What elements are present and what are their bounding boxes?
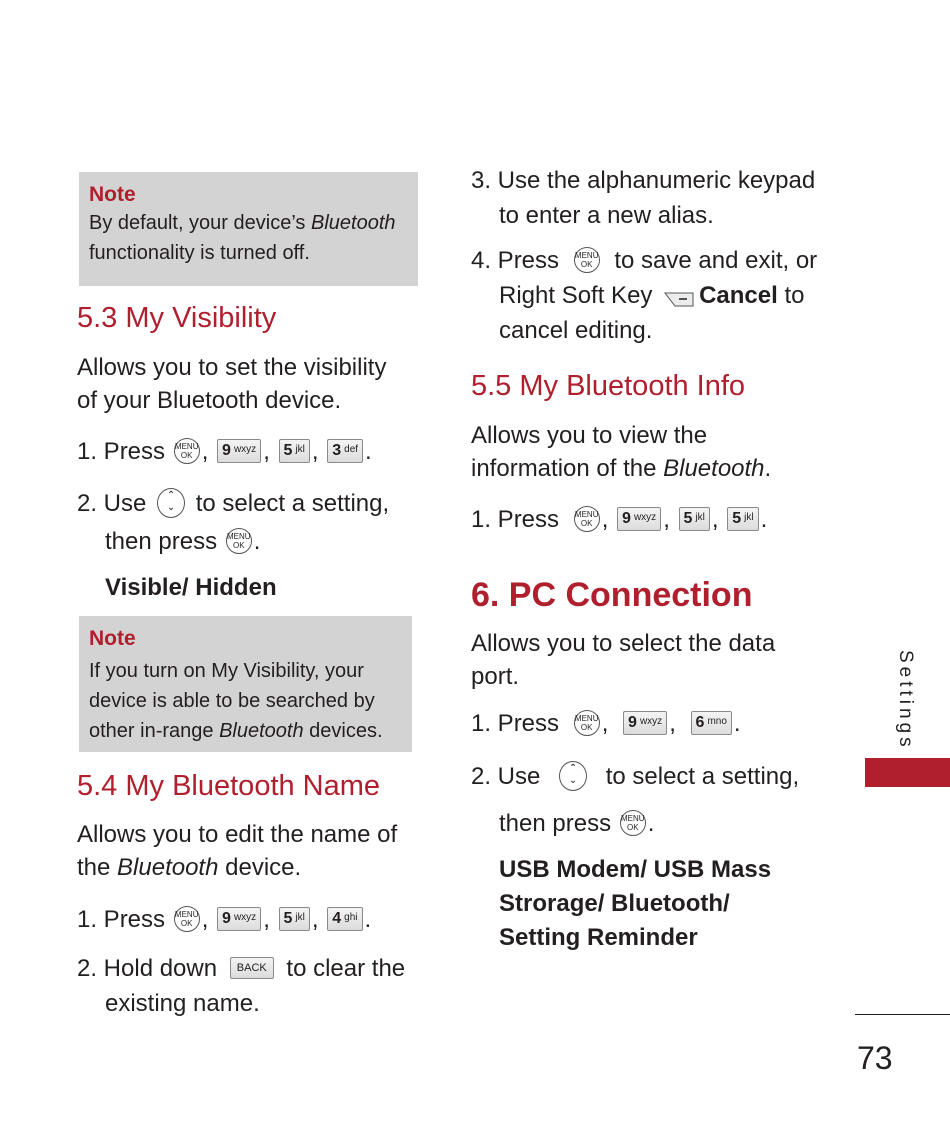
step-text: 2. Hold down bbox=[77, 955, 218, 982]
step-4-line-3: cancel editing. bbox=[499, 317, 653, 344]
desc-emphasis: Bluetooth bbox=[663, 455, 765, 482]
key-5-icon: 5 $^{jkl}$ bbox=[279, 907, 310, 931]
desc-text: . bbox=[764, 455, 772, 482]
note-body bbox=[89, 652, 402, 746]
step-text: 1. Press bbox=[77, 906, 166, 933]
back-key-icon: BACK bbox=[230, 957, 274, 979]
desc-text: device. bbox=[218, 854, 302, 881]
key-3-icon: 3 $^{def}$ bbox=[327, 439, 363, 463]
section-description bbox=[77, 818, 407, 884]
step-3-line-2: to enter a new alias. bbox=[499, 202, 714, 229]
key-6-icon: 6 $^{mno}$ bbox=[691, 711, 732, 735]
section-description bbox=[471, 419, 801, 485]
menu-ok-key-icon: MENU OK bbox=[226, 528, 252, 554]
right-soft-key-icon bbox=[663, 285, 695, 305]
note-title: Note bbox=[89, 627, 136, 650]
option-line: USB Modem/ USB Mass bbox=[499, 856, 772, 883]
note-emphasis: Bluetooth bbox=[219, 720, 304, 742]
desc-text: Allows you to edit the name of the bbox=[77, 821, 398, 881]
options-list: Visible/ Hidden bbox=[105, 574, 277, 601]
step-1: 1. Press MENU OK , 9 $^{wxyz}$ , 5 $^{jkl}$ , 3 $^{def}$ . bbox=[77, 438, 372, 465]
step-text: to select a setting, bbox=[605, 763, 800, 790]
cancel-label: Cancel bbox=[699, 282, 778, 309]
options-list bbox=[499, 853, 771, 955]
step-text: Right Soft Key bbox=[499, 282, 653, 309]
nav-key-icon: ⌃ ⌄ bbox=[157, 488, 185, 518]
nav-key-icon: ⌃ ⌄ bbox=[559, 761, 587, 791]
step-1: 1. Press MENU OK , 9 $^{wxyz}$ , 5 $^{jkl}$ , 4 $^{ghi}$ . bbox=[77, 906, 372, 933]
key-5-icon: 5 $^{jkl}$ bbox=[679, 507, 710, 531]
section-heading-my-visibility: 5.3 My Visibility bbox=[77, 302, 277, 334]
key-9-icon: 9 $^{wxyz}$ bbox=[217, 439, 261, 463]
key-9-icon: 9 $^{wxyz}$ bbox=[617, 507, 661, 531]
note-text: devices. bbox=[303, 720, 383, 742]
step-2-line-2: then press MENU OK . bbox=[105, 528, 261, 555]
step-2-line-2: existing name. bbox=[105, 990, 260, 1017]
step-text: to clear the bbox=[286, 955, 406, 982]
sidebar-section-label: Settings bbox=[895, 650, 916, 751]
step-text: to select a setting, bbox=[195, 490, 390, 517]
menu-ok-key-icon: MENU OK bbox=[574, 710, 600, 736]
step-4-line-2 bbox=[499, 279, 804, 313]
section-description: Allows you to set the visibility of your Bluetooth device. bbox=[77, 354, 387, 414]
menu-ok-key-icon: MENU OK bbox=[574, 247, 600, 273]
menu-ok-key-icon: MENU OK bbox=[620, 810, 646, 836]
note-text: If you turn on My Visibility, your device is able to be searched by other in-range bbox=[89, 660, 375, 742]
note-emphasis: Bluetooth bbox=[310, 212, 396, 234]
step-text: then press bbox=[499, 810, 612, 837]
note-box-visibility bbox=[79, 616, 412, 752]
key-9-icon: 9 $^{wxyz}$ bbox=[623, 711, 667, 735]
step-text: 2. Use bbox=[471, 763, 541, 790]
key-5-icon: 5 $^{jkl}$ bbox=[727, 507, 758, 531]
step-4 bbox=[471, 244, 817, 278]
desc-text: Allows you to view the information of the bbox=[471, 422, 708, 482]
step-text: 1. Press bbox=[471, 506, 560, 533]
step-1: 1. Press MENU OK , 9 $^{wxyz}$ , 6 $^{mno}$ . bbox=[471, 710, 741, 737]
step-3: 3. Use the alphanumeric keypad bbox=[471, 167, 816, 194]
key-5-icon: 5 $^{jkl}$ bbox=[279, 439, 310, 463]
step-2-line-2: then press MENU OK . bbox=[499, 810, 655, 837]
section-heading-my-bluetooth-info: 5.5 My Bluetooth Info bbox=[471, 370, 746, 402]
step-2 bbox=[471, 760, 799, 794]
page-number: 73 bbox=[857, 1040, 893, 1076]
menu-ok-key-icon: MENU OK bbox=[174, 906, 200, 932]
step-1: 1. Press MENU OK , 9 $^{wxyz}$ , 5 $^{jkl}$ , 5 $^{jkl}$ . bbox=[471, 506, 768, 533]
section-heading-my-bluetooth-name: 5.4 My Bluetooth Name bbox=[77, 770, 381, 802]
note-text: functionality is turned off. bbox=[89, 242, 310, 264]
step-text: 4. Press bbox=[471, 247, 560, 274]
option-line: Strorage/ Bluetooth/ bbox=[499, 890, 730, 917]
menu-ok-key-icon: MENU OK bbox=[174, 438, 200, 464]
step-2 bbox=[77, 952, 405, 986]
section-description: Allows you to select the data port. bbox=[471, 630, 776, 690]
step-text: to save and exit, or bbox=[614, 247, 818, 274]
key-4-icon: 4 $^{ghi}$ bbox=[327, 907, 362, 931]
step-text: 1. Press bbox=[471, 710, 560, 737]
note-text: By default, your device’s bbox=[89, 212, 311, 234]
option-line: Setting Reminder bbox=[499, 924, 698, 951]
key-9-icon: 9 $^{wxyz}$ bbox=[217, 907, 261, 931]
step-text: to bbox=[784, 282, 805, 309]
step-text: then press bbox=[105, 528, 218, 555]
footer-rule bbox=[855, 1014, 950, 1015]
note-body bbox=[89, 208, 408, 268]
section-heading-pc-connection: 6. PC Connection bbox=[471, 576, 753, 614]
note-box-default-bluetooth bbox=[79, 172, 418, 286]
step-2 bbox=[77, 487, 389, 521]
step-text: 2. Use bbox=[77, 490, 147, 517]
menu-ok-key-icon: MENU OK bbox=[574, 506, 600, 532]
note-title: Note bbox=[89, 183, 136, 206]
section-tab-marker bbox=[865, 758, 950, 787]
step-text: 1. Press bbox=[77, 438, 166, 465]
desc-emphasis: Bluetooth bbox=[117, 854, 219, 881]
